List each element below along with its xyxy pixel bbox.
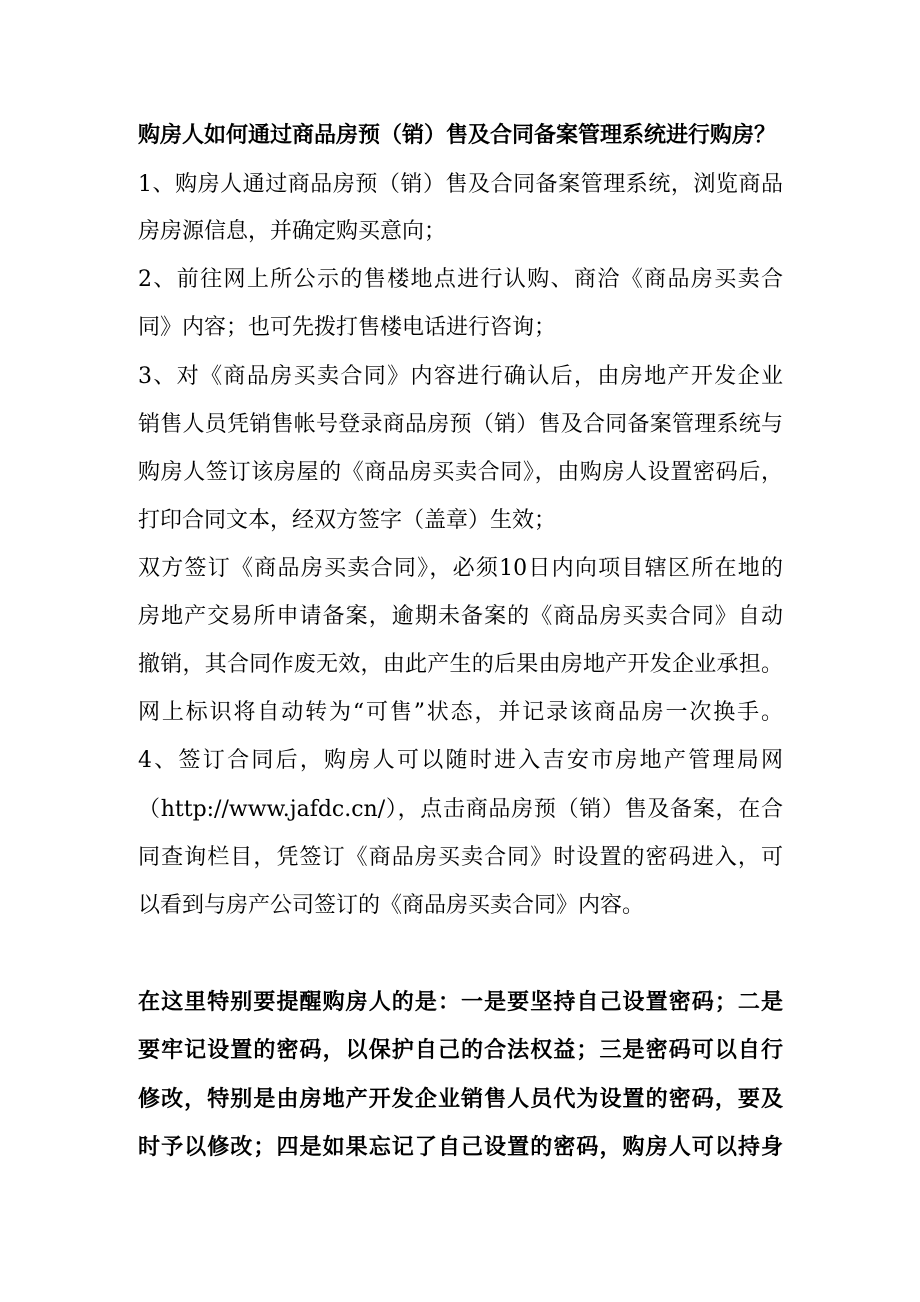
- paragraph-line: 以看到与房产公司签订的《商品房买卖合同》内容。: [138, 893, 645, 918]
- paragraph-line: 房房源信息，并确定购买意向；: [138, 219, 447, 244]
- paragraph-line: 打印合同文本，经双方签字（盖章）生效；: [138, 508, 557, 533]
- reminder-line: 要牢记设置的密码，以保护自己的合法权益；三是密码可以自行: [138, 1038, 783, 1063]
- paragraph-line: 1、购房人通过商品房预（销）售及合同备案管理系统，浏览商品: [138, 172, 783, 197]
- paragraph-line: 网上标识将自动转为“可售”状态，并记录该商品房一次换手。: [138, 700, 783, 725]
- paragraph-line: 2、前往网上所公示的售楼地点进行认购、商洽《商品房买卖合: [138, 267, 783, 292]
- paragraph-line: 同》内容；也可先拨打售楼电话进行咨询；: [138, 315, 557, 340]
- paragraph-line: （http://www.jafdc.cn/），点击商品房预（销）售及备案，在合: [138, 797, 783, 822]
- paragraph-line: 同查询栏目，凭签订《商品房买卖合同》时设置的密码进入，可: [138, 845, 783, 870]
- document-title: 购房人如何通过商品房预（销）售及合同备案管理系统进行购房？: [138, 122, 777, 148]
- paragraph-line: 3、对《商品房买卖合同》内容进行确认后，由房地产开发企业: [138, 364, 783, 389]
- paragraph-line: 双方签订《商品房买卖合同》，必须10日内向项目辖区所在地的: [138, 556, 783, 581]
- paragraph-line: 购房人签订该房屋的《商品房买卖合同》，由购房人设置密码后，: [138, 460, 783, 485]
- reminder-line: 修改，特别是由房地产开发企业销售人员代为设置的密码，要及: [138, 1087, 783, 1112]
- paragraph-line: 房地产交易所申请备案，逾期未备案的《商品房买卖合同》自动: [138, 604, 783, 629]
- reminder-line: 时予以修改；四是如果忘记了自己设置的密码，购房人可以持身: [138, 1135, 783, 1160]
- reminder-line: 在这里特别要提醒购房人的是：一是要坚持自己设置密码；二是: [138, 990, 783, 1015]
- paragraph-line: 撤销，其合同作废无效，由此产生的后果由房地产开发企业承担。: [138, 652, 783, 677]
- paragraph-line: 4、签订合同后，购房人可以随时进入吉安市房地产管理局网: [138, 748, 783, 773]
- paragraph-line: 销售人员凭销售帐号登录商品房预（销）售及合同备案管理系统与: [138, 412, 783, 437]
